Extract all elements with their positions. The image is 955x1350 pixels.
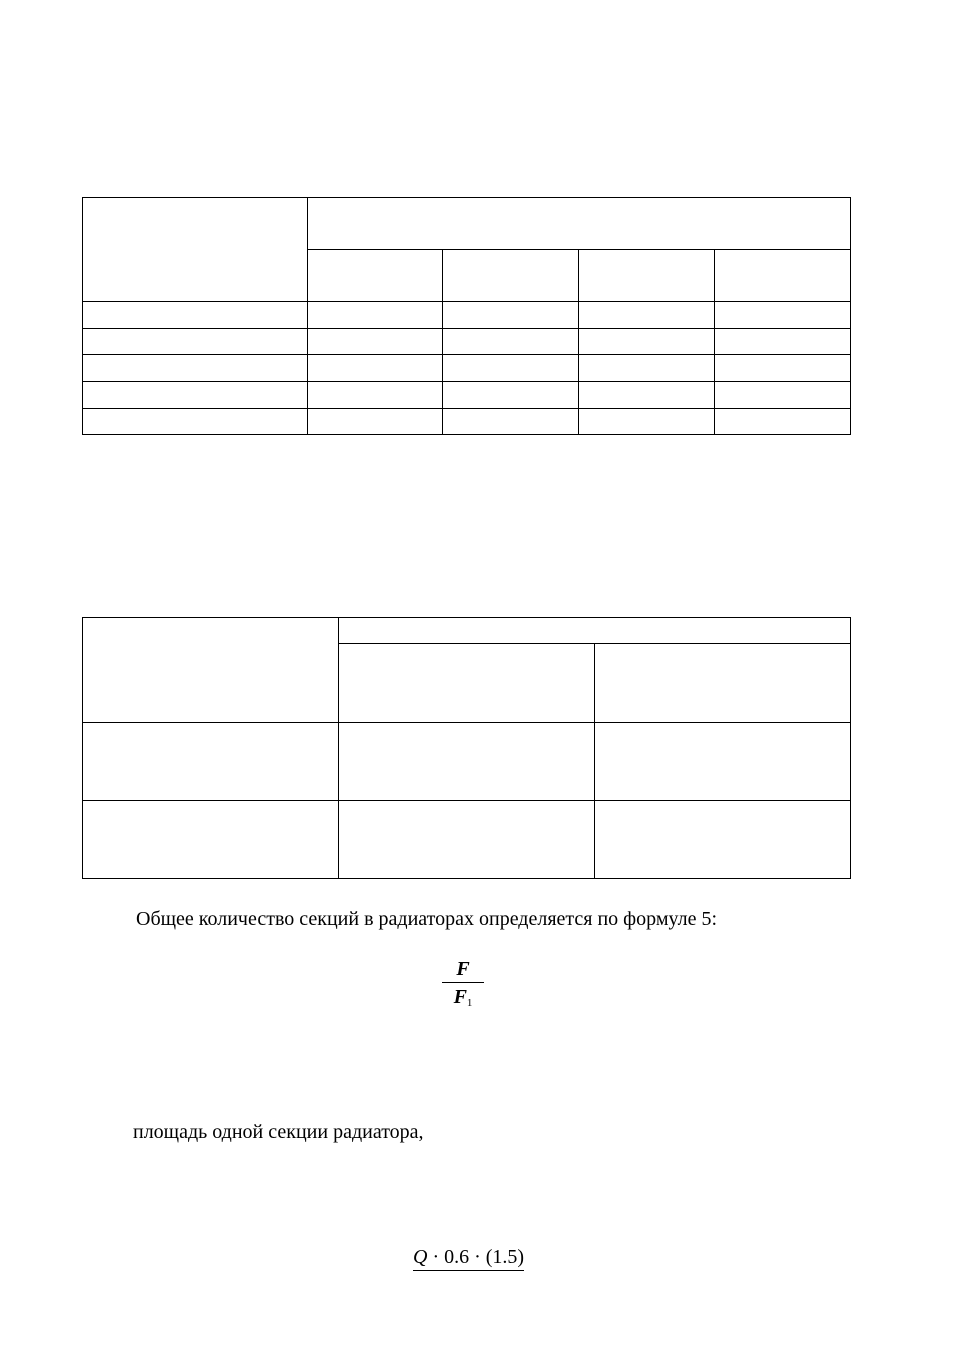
table-cell — [579, 382, 715, 409]
table-2-subheader-cell — [595, 644, 851, 723]
table-row — [83, 355, 851, 382]
table-cell — [579, 355, 715, 382]
table-cell — [83, 409, 308, 435]
table-2-header-cell — [339, 618, 851, 644]
formula-denominator-base: F — [453, 986, 467, 1008]
table-2-subheader-cell — [339, 644, 595, 723]
table-cell — [715, 382, 851, 409]
table-1-subheader-cell — [579, 250, 715, 302]
table-2 — [82, 617, 851, 879]
fraction-bar — [442, 982, 484, 983]
table-cell — [443, 302, 579, 329]
formula-denominator — [438, 986, 488, 1014]
table-cell — [443, 382, 579, 409]
table-cell — [83, 723, 339, 801]
table-cell — [308, 409, 443, 435]
table-cell — [83, 302, 308, 329]
formula-denominator-subscript: 1 — [466, 997, 473, 1009]
section-area-paragraph: площадь одной секции радиатора, — [133, 1121, 424, 1143]
table-cell — [339, 801, 595, 879]
heat-formula-numerator — [413, 1245, 524, 1271]
table-1-subheader-cell — [443, 250, 579, 302]
table-cell — [339, 723, 595, 801]
table-cell — [715, 355, 851, 382]
table-cell — [443, 409, 579, 435]
formula-numerator: F — [456, 958, 470, 980]
table-cell — [308, 302, 443, 329]
formula-variable-q: Q — [413, 1246, 428, 1268]
table-row — [83, 302, 851, 329]
table-cell — [595, 723, 851, 801]
table-cell — [715, 302, 851, 329]
table-cell — [595, 801, 851, 879]
table-cell — [83, 355, 308, 382]
table-cell — [308, 355, 443, 382]
table-1-subheader-cell — [308, 250, 443, 302]
table-cell — [715, 409, 851, 435]
table-cell — [308, 382, 443, 409]
sections-formula-paragraph: Общее количество секций в радиаторах определяется по формуле 5: — [136, 908, 718, 930]
table-cell — [443, 355, 579, 382]
table-cell — [443, 329, 579, 355]
formula-rest: · 0.6 · (1.5) — [427, 1246, 525, 1268]
table-2-header-cell — [83, 618, 339, 723]
table-cell — [308, 329, 443, 355]
table-row — [83, 409, 851, 435]
sections-count-formula — [438, 958, 488, 1014]
table-row — [83, 801, 851, 879]
table-1-header-cell — [83, 198, 308, 302]
table-cell — [83, 801, 339, 879]
table-1-header-cell — [308, 198, 851, 250]
table-1 — [82, 197, 851, 435]
table-1-subheader-cell — [715, 250, 851, 302]
table-cell — [83, 329, 308, 355]
table-cell — [579, 302, 715, 329]
table-cell — [715, 329, 851, 355]
table-cell — [83, 382, 308, 409]
table-cell — [579, 409, 715, 435]
table-row — [83, 723, 851, 801]
table-row — [83, 329, 851, 355]
table-cell — [579, 329, 715, 355]
table-row — [83, 382, 851, 409]
